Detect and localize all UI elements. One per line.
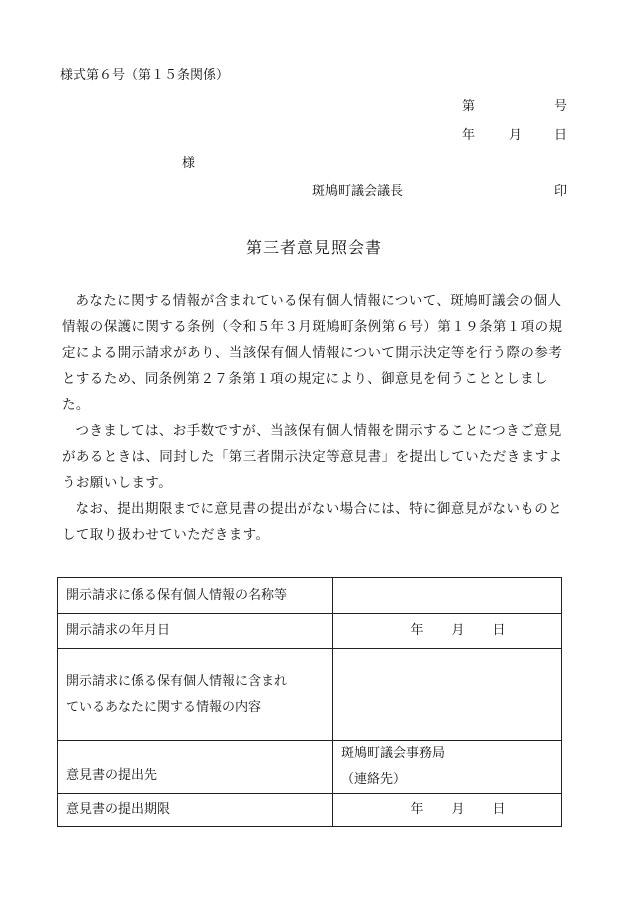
info-content-value	[333, 649, 562, 741]
body-paragraph-2: つきましては、お手数ですが、当該保有個人情報を開示することにつきご意見があるときは、同封した「第三者開示決定等意見書」を提出していただきますようお願いします。	[62, 423, 563, 491]
request-date-month: 月	[451, 623, 465, 638]
document-title: 第三者意見照会書	[246, 238, 383, 257]
table-row	[58, 649, 562, 741]
body-paragraph-3: なお、提出期限までに意見書の提出がない場合には、特に御意見がないものとして取り扱わせていただきます。	[62, 501, 562, 543]
document-number-prefix: 第	[462, 99, 476, 114]
sender-name: 斑鳩町議会議長	[312, 184, 404, 199]
table-row	[58, 794, 562, 827]
table-row	[58, 614, 562, 649]
submission-deadline-label: 意見書の提出期限	[58, 794, 333, 827]
body-paragraph-1: あなたに関する情報が含まれている保有個人情報について、斑鳩町議会の個人情報の保護に関する条例（令和５年３月斑鳩町条例第６号）第１９条第１項の規定による開示請求があり、当該保有個人情報について開示決定等を行う際の参考とするため、同条例第２７条第１項の規定により、御意見を伺うこととしました。	[62, 293, 563, 413]
request-date-year: 年	[410, 623, 424, 638]
deadline-month: 月	[451, 802, 465, 817]
info-table	[57, 577, 562, 827]
info-content-label-line-1: 開示請求に係る保有個人情報に含まれ	[66, 673, 288, 689]
info-content-label-line-2: ているあなたに関する情報の内容	[66, 699, 262, 715]
table-row	[58, 741, 562, 794]
request-date-value	[333, 614, 562, 649]
issue-date-day: 日	[554, 128, 568, 143]
issue-date-year: 年	[462, 128, 476, 143]
info-name-label: 開示請求に係る保有個人情報の名称等	[58, 578, 333, 614]
submission-contact: （連絡先）	[341, 772, 407, 787]
deadline-year: 年	[410, 802, 424, 817]
seal-mark: 印	[554, 184, 568, 199]
body-text	[62, 288, 572, 548]
submission-office: 斑鳩町議会事務局	[341, 746, 446, 761]
info-content-label	[58, 649, 333, 741]
document-number-suffix: 号	[554, 99, 568, 114]
info-name-value	[333, 578, 562, 614]
request-date-label: 開示請求の年月日	[58, 614, 333, 649]
request-date-day: 日	[492, 623, 506, 638]
submission-destination-label: 意見書の提出先	[58, 741, 333, 794]
form-number-label: 様式第６号（第１５条関係）	[60, 68, 230, 83]
addressee-suffix: 様	[182, 156, 196, 171]
submission-destination-value	[333, 741, 562, 794]
table-row	[58, 578, 562, 614]
issue-date-month: 月	[509, 128, 523, 143]
deadline-day: 日	[492, 802, 506, 817]
submission-deadline-value	[333, 794, 562, 827]
